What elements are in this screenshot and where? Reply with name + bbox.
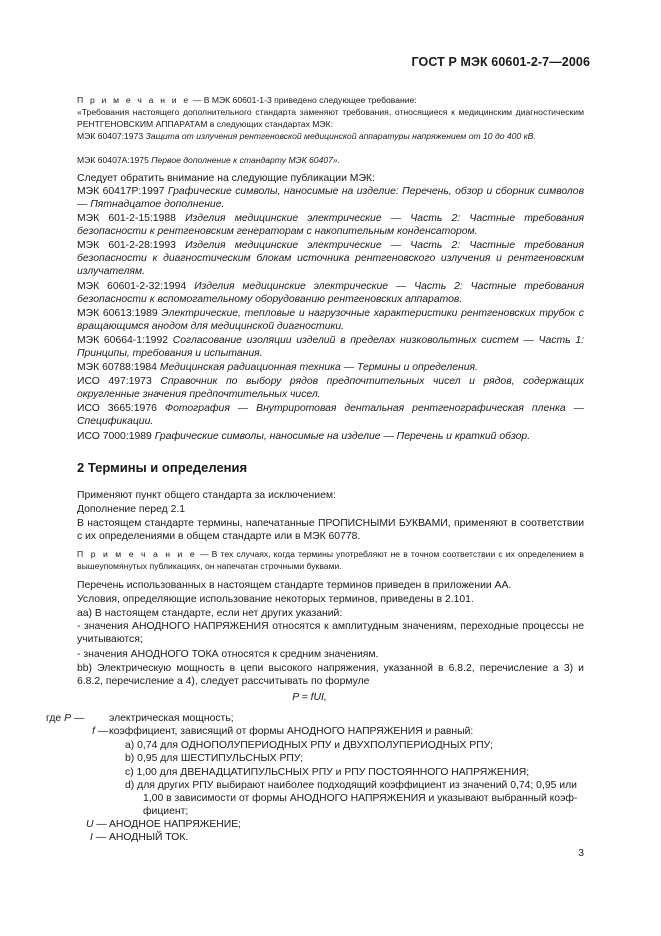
document-code: ГОСТ Р МЭК 60601-2-7—2006 [411,55,590,69]
paragraph: Перечень использованных в настоящем стандарте терминов приведен в приложении АА. [77,580,512,591]
paragraph: Условия, определяющие использование некоторых терминов, приведены в 2.101. [77,594,474,605]
definition-f-b: b) 0,95 для ШЕСТИПУЛЬСНЫХ РПУ; [125,753,304,764]
publication-item: МЭК 60601-2-32:1994 Изделия медицинские электрические — Часть 2: Частные требования безопасности к вспомогательному оборудованию рентгеновских аппаратов. [77,281,584,306]
note-terms: П р и м е ч а н и е — В тех случаях, когда термины употребляют не в точном соответствии с их определением в вышеупомянутых публикациях, он напечатан строчными буквами. [77,549,584,571]
definition-f-d: d) для других РПУ выбирают наиболее подходящий коэффициент из значений 0,74; 0,95 или [125,780,577,791]
publication-item: МЭК 60788:1984 Медицинская радиационная техника — Термины и определения. [77,362,478,373]
definition-U: U — АНОДНОЕ НАПРЯЖЕНИЕ; [86,819,242,830]
publication-item: МЭК 601-2-15:1988 Изделия медицинские электрические — Часть 2: Частные требования безопасности к рентгеновским генераторам с накопительным конденсатором. [77,213,584,238]
paragraph: bb) Электрическую мощность в цепи высокого напряжения, указанной в 6.8.2, перечисление а 3) и 6.8.2, перечисление а 4), следует рассчитывать по формуле [77,663,584,688]
paragraph: Применяют пункт общего стандарта за исключением: [77,490,336,501]
definition-f-a: a) 0,74 для ОДНОПОЛУПЕРИОДНЫХ РПУ и ДВУХПОЛУПЕРИОДНЫХ РПУ; [125,740,493,751]
note-quote: «Требования настоящего дополнительного стандарта заменяют требования, относящиеся к медицинским диагностическим РЕНТГЕНОВСКИМ АППАРАТАМ в следующих стандартах МЭК: [77,107,584,129]
publication-item: ИСО 3665:1976 Фотография — Внутриротовая дентальная рентгенографическая пленка — Спецификации. [77,403,585,428]
page-number: 3 [578,848,584,859]
definition-f-c: c) 1,00 для ДВЕНАДЦАТИПУЛЬСНЫХ РПУ и РПУ ПОСТОЯННОГО НАПРЯЖЕНИЯ; [125,767,530,778]
paragraph: В настоящем стандарте термины, напечатанные ПРОПИСНЫМИ БУКВАМИ, применяют в соответствии с их определениями в общем стандарте или в МЭК 60778. [77,518,584,543]
publication-item: МЭК 601-2-28:1993 Изделия медицинские электрические — Часть 2: Частные требования безопасности к диагностическим блокам источника рентгеновского излучения и рентгеновским излучателям. [77,240,584,278]
publication-item: ИСО 497:1973 Справочник по выбору рядов предпочтительных чисел и рядов, содержащих округленные значения предпочтительных чисел. [77,376,584,401]
publications-intro: Следует обратить внимание на следующие публикации МЭК: [77,173,375,184]
definition-f-d-cont: фициент; [143,806,189,817]
paragraph: - значения АНОДНОГО НАПРЯЖЕНИЯ относятся к амплитудным значениям, переходные процессы не учитываются; [77,621,584,646]
publication-item: ИСО 7000:1989 Графические символы, наносимые на изделие — Перечень и краткий обзор. [77,431,531,442]
paragraph: - значения АНОДНОГО ТОКА относятся к средним значениям. [77,649,379,660]
paragraph: Дополнение перед 2.1 [77,504,186,515]
note-intro: П р и м е ч а н и е — В МЭК 60601-1-3 приведено следующее требование: [77,95,417,105]
note-ref-2: МЭК 60407А:1975 Первое дополнение к стандарту МЭК 60407». [77,155,341,165]
definition-I: I — АНОДНЫЙ ТОК. [90,832,189,843]
formula: P = fUI, [292,692,327,703]
section-heading: 2 Термины и определения [77,460,248,475]
publication-item: МЭК 60613:1989 Электрические, тепловые и нагрузочные характеристики рентгеновских трубок с вращающимся анодом для медицинской диагностики. [77,308,584,333]
publication-item: МЭК 60664-1:1992 Согласование изоляции изделий в пределах низковольтных систем — Часть 1: Принципы, требования и испытания. [77,335,584,360]
definition-f-d-cont: 1,00 в зависимости от формы АНОДНОГО НАПРЯЖЕНИЯ и указывают выбранный коэф- [143,793,578,804]
definition-f: f — коэффициент, зависящий от формы АНОДНОГО НАПРЯЖЕНИЯ и равный: [92,726,474,737]
definition-P: где P — электрическая мощность; [46,713,234,724]
publication-item: МЭК 60417P:1997 Графические символы, наносимые на изделие: Перечень, обзор и сборник символов — Пятнадцатое дополнение. [77,186,584,211]
note-ref-1: МЭК 60407:1973 Защита от излучения рентгеновской медицинской аппаратуры напряжением от 10 до 400 кВ. [77,131,536,141]
paragraph: аа) В настоящем стандарте, если нет других указаний: [77,608,343,619]
